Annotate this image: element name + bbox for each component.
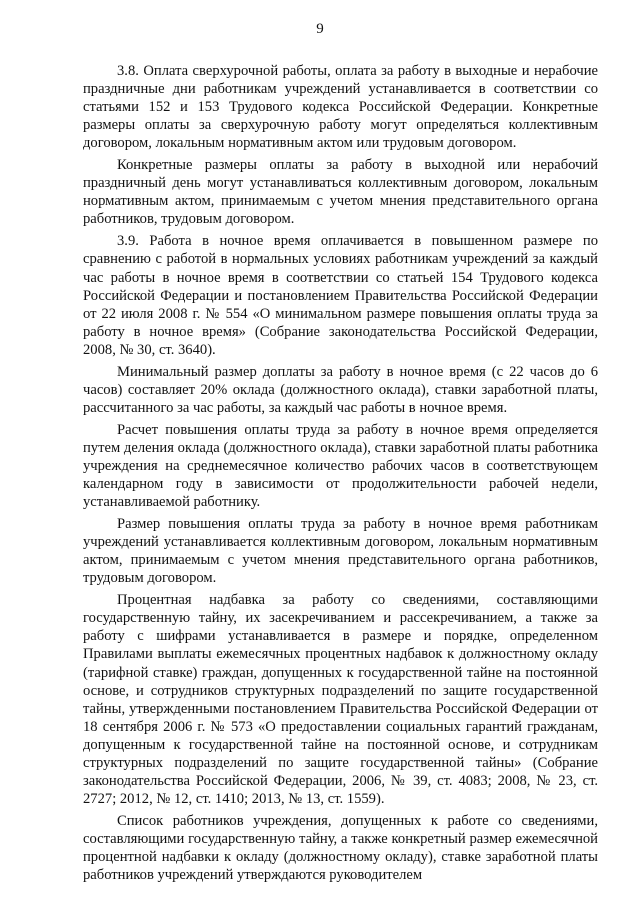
paragraph-night-size: Размер повышения оплаты труда за работу в ночное время работникам учреждений устанавливается коллективным договором, локальным нормативным актом, принимаемым с учетом мнения представительного органа работников, трудовым договором. (83, 516, 598, 587)
page-number: 9 (316, 21, 324, 37)
paragraph-night-calculation: Расчет повышения оплаты труда за работу в ночное время определяется путем деления оклада (должностного оклада), ставки заработной платы работника учреждения на среднемесячное количество рабочих часов в соответствующем календарном году в зависимости от продолжительности рабочей недели, устанавливаемой работнику. (83, 421, 598, 511)
paragraph-state-secret-bonus: Процентная надбавка за работу со сведениями, составляющими государственную тайну, их засекречиванием и рассекречиванием, а также за работу с шифрами устанавливается в размере и порядке, определенном Правилами выплаты ежемесячных процентных надбавок к должностному окладу (тарифной ставке) граждан, допущенных к государственной тайне на постоянной основе, и сотрудников структурных подразделений по защите государственной тайны, утвержденными постановлением Правительства Российской Федерации от 18 сентября 2006 г. № 573 «О предоставлении социальных гарантий гражданам, допущенным к государственной тайне на постоянной основе, и сотрудникам структурных подразделений по защите государственной тайны» (Собрание законодательства Российской Федерации, 2006, № 39, ст. 4083; 2008, № 23, ст. 2727; 2012, № 12, ст. 1410; 2013, № 13, ст. 1559). (83, 592, 598, 807)
paragraph-employee-list: Список работников учреждения, допущенных к работе со сведениями, составляющими государственную тайну, а также конкретный размер ежемесячной процентной надбавки к окладу (должностному окладу), ставке заработной платы работников учреждений утверждаются руководителем (83, 812, 598, 884)
document-body (83, 62, 598, 888)
paragraph-night-minimum: Минимальный размер доплаты за работу в ночное время (с 22 часов до 6 часов) составляет 20% оклада (должностного оклада), ставки заработной платы, рассчитанного за час работы, за каждый час работы в ночное время. (83, 363, 598, 416)
paragraph-3-8: 3.8. Оплата сверхурочной работы, оплата за работу в выходные и нерабочие праздничные дни работникам учреждений устанавливается в соответствии со статьями 152 и 153 Трудового кодекса Российской Федерации. Конкретные размеры оплаты за сверхурочную работу могут определяться коллективным договором, локальным нормативным актом или трудовым договором. (83, 63, 598, 152)
paragraph-3-9: 3.9. Работа в ночное время оплачивается в повышенном размере по сравнению с работой в нормальных условиях работникам учреждений за каждый час работы в ночное время в соответствии со статьей 154 Трудового кодекса Российской Федерации и постановлением Правительства Российской Федерации от 22 июля 2008 г. № 554 «О минимальном размере повышения оплаты труда за работу в ночное время» (Собрание законодательства Российской Федерации, 2008, № 30, ст. 3640). (83, 233, 598, 358)
paragraph-holiday-pay: Конкретные размеры оплаты за работу в выходной или нерабочий праздничный день могут устанавливаться коллективным договором, локальным нормативным актом, принимаемым с учетом мнения представительного органа работников, трудовым договором. (83, 157, 598, 228)
